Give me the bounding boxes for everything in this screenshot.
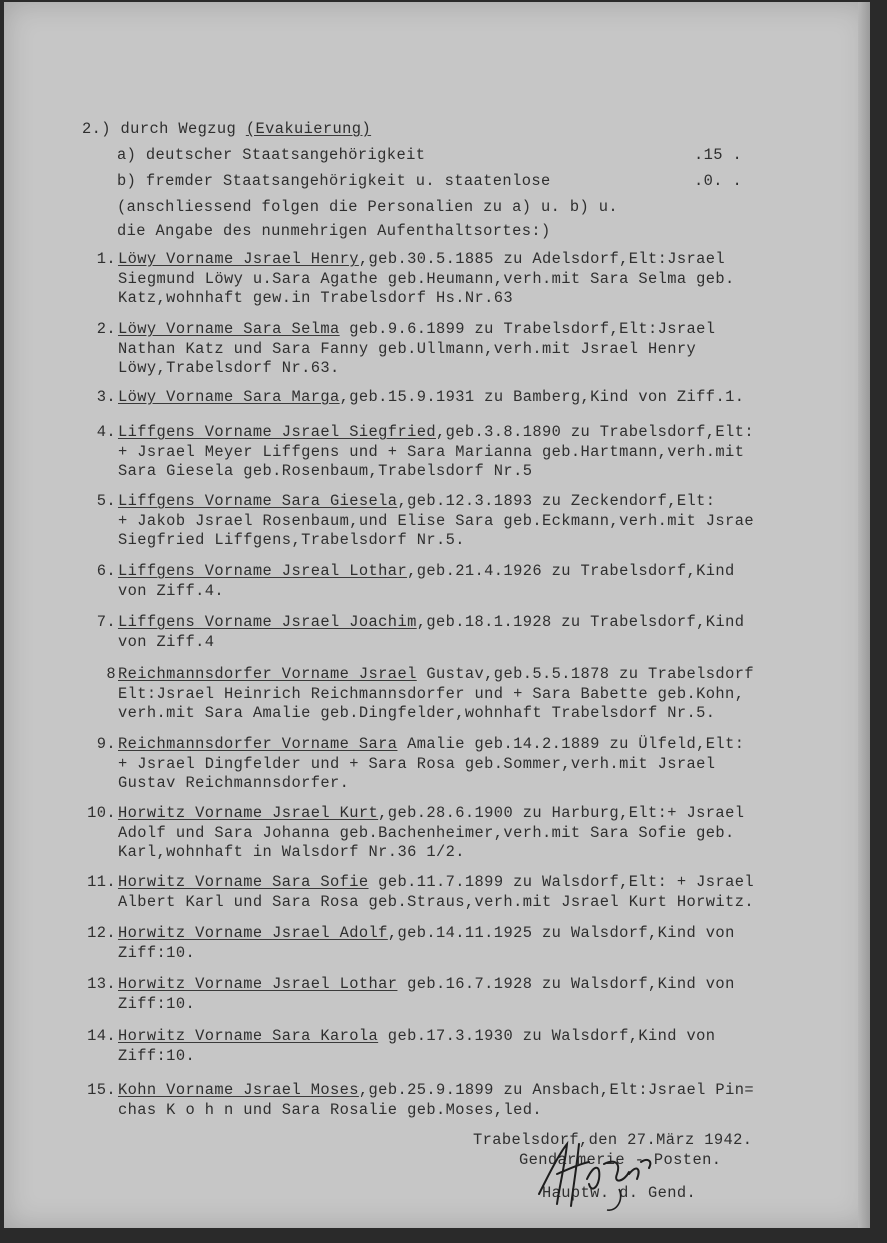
entry-text: geb.9.6.1899 zu Trabelsdorf,Elt:Jsrael [339,320,716,338]
entry-row: Gustav Reichmannsdorfer. [118,774,350,792]
entry-name: Liffgens Vorname Jsrael Siegfried [118,423,436,441]
closing-office: Gendarmerie - Posten. [519,1151,722,1169]
entry-number: 9. [96,735,116,753]
entry-text: Amalie geb.14.2.1889 zu Ülfeld,Elt: [397,735,745,753]
entry-row [118,924,735,944]
entry-row: verh.mit Sara Amalie geb.Dingfelder,wohnhaft Trabelsdorf Nr.5. [118,704,716,722]
entry-text: geb.11.7.1899 zu Walsdorf,Elt: + Jsrael [368,873,754,891]
header-line-3: b) fremder Staatsangehörigkeit u. staatenlose [117,172,551,190]
entry [118,1027,715,1066]
entry-text: ,geb.28.6.1900 zu Harburg,Elt:+ Jsrael [378,804,745,822]
entry-text: ,geb.18.1.1928 zu Trabelsdorf,Kind [416,613,745,631]
entry-row [118,388,744,408]
entry-number: 2. [96,320,116,338]
entry-name: Liffgens Vorname Jsrael Joachim [118,613,417,631]
entry [118,250,735,309]
entry [118,975,735,1014]
entry-row: Ziff:10. [118,1046,196,1065]
entry-name: Horwitz Vorname Sara Sofie [118,873,369,891]
entry-row: Katz,wohnhaft gew.in Trabelsdorf Hs.Nr.63 [118,289,514,307]
entry-text: ,geb.12.3.1893 zu Zeckendorf,Elt: [397,492,716,510]
entry-row: von Ziff.4. [118,581,224,600]
entry-number: 12. [87,924,116,942]
entry-text: ,geb.30.5.1885 zu Adelsdorf,Elt:Jsrael [358,250,726,268]
entry-number: 13. [87,975,116,993]
entry-row: Karl,wohnhaft in Walsdorf Nr.36 1/2. [118,843,465,861]
entry-name: Kohn Vorname Jsrael Moses [118,1081,359,1099]
entry [118,562,735,601]
entry-number: 10. [87,804,116,822]
count-german: .15 . [694,146,743,164]
header-line-5: die Angabe des nunmehrigen Aufenthaltsortes:) [117,222,551,240]
entry-number: 8 [106,665,116,683]
entry-row: Siegfried Liffgens,Trabelsdorf Nr.5. [118,531,465,549]
entry-row: Ziff:10. [118,943,196,962]
entry-row: + Jsrael Meyer Liffgens und + Sara Marianna geb.Hartmann,verh.mit [118,442,745,461]
entry-text: ,geb.21.4.1926 zu Trabelsdorf,Kind [407,562,735,580]
entry-row: Elt:Jsrael Heinrich Reichmannsdorfer und + Sara Babette geb.Kohn, [118,684,745,703]
entry-text: ,geb.25.9.1899 zu Ansbach,Elt:Jsrael Pin= [358,1081,754,1099]
entry-row: von Ziff.4 [118,632,215,651]
signature-icon [529,1134,699,1214]
entry-row: Löwy,Trabelsdorf Nr.63. [118,359,340,377]
entry-row [118,320,715,340]
entry-row: + Jsrael Dingfelder und + Sara Rosa geb.Sommer,verh.mit Jsrael [118,754,716,773]
entry-row [118,804,744,824]
entry-number: 6. [96,562,116,580]
entry-text: geb.17.3.1930 zu Walsdorf,Kind von [378,1027,716,1045]
entry-number: 15. [87,1081,116,1099]
entry-row [118,562,735,582]
document-page [4,2,870,1228]
entry-name: Reichmannsdorfer Vorname Jsrael [118,665,417,683]
entry-number: 14. [87,1027,116,1045]
entry-name: Löwy Vorname Jsrael Henry [118,250,359,268]
entry-row: Siegmund Löwy u.Sara Agathe geb.Heumann,verh.mit Sara Selma geb. [118,269,735,288]
entry [118,492,754,551]
entry-name: Liffgens Vorname Sara Giesela [118,492,398,510]
entry-row [118,1081,754,1101]
entry-text: ,geb.14.11.1925 zu Walsdorf,Kind von [387,924,735,942]
entry-number: 3. [96,388,116,406]
entry [118,613,744,652]
entry-number: 5. [96,492,116,510]
entry-number: 1. [96,250,116,268]
entry-row: Adolf und Sara Johanna geb.Bachenheimer,verh.mit Sara Sofie geb. [118,823,735,842]
entry-name: Löwy Vorname Sara Marga [118,388,340,406]
entry-text: ,geb.15.9.1931 zu Bamberg,Kind von Ziff.1. [339,388,745,406]
entry-row [118,873,754,893]
entry-row [118,613,744,633]
entry-row [118,423,754,443]
entry-name: Horwitz Vorname Jsrael Kurt [118,804,379,822]
header-line-1: 2.) durch Wegzug (Evakuierung) [82,120,372,138]
entry-row [118,665,754,685]
entry [118,665,754,724]
closing-rank: Hauptw. d. Gend. [542,1184,697,1202]
entry-text: Gustav,geb.5.5.1878 zu Trabelsdorf [416,665,754,683]
header-line-4: (anschliessend folgen die Personalien zu a) u. b) u. [117,198,619,216]
entry-name: Horwitz Vorname Jsrael Adolf [118,924,388,942]
entry-row: Nathan Katz und Sara Fanny geb.Ullmann,verh.mit Jsrael Henry [118,339,697,358]
entry-row [118,492,754,512]
entry-name: Reichmannsdorfer Vorname Sara [118,735,398,753]
evakuierung-label: (Evakuierung) [245,120,372,138]
entry-number: 7. [96,613,116,631]
entry-text: ,geb.3.8.1890 zu Trabelsdorf,Elt: [435,423,754,441]
entry-name: Liffgens Vorname Jsreal Lothar [118,562,408,580]
entry-number: 11. [87,873,116,891]
entry [118,423,754,482]
entry [118,735,744,794]
entry-row: + Jakob Jsrael Rosenbaum,und Elise Sara geb.Eckmann,verh.mit Jsrae [118,511,754,530]
closing-place-date: Trabelsdorf,den 27.März 1942. [473,1131,753,1149]
entry [118,924,735,963]
entry-row [118,975,735,995]
entry-row: Ziff:10. [118,994,196,1013]
entry-row: Albert Karl und Sara Rosa geb.Straus,verh.mit Jsrael Kurt Horwitz. [118,892,754,911]
entry-row: Sara Giesela geb.Rosenbaum,Trabelsdorf Nr.5 [118,462,533,480]
entry-number: 4. [96,423,116,441]
entry [118,320,715,379]
entry-row [118,1027,715,1047]
page-edge [858,2,870,1228]
header-line-2: a) deutscher Staatsangehörigkeit [117,146,426,164]
entry-name: Löwy Vorname Sara Selma [118,320,340,338]
entry [118,388,744,408]
entry-row: chas K o h n und Sara Rosalie geb.Moses,led. [118,1100,542,1119]
entry-row [118,735,744,755]
entry [118,1081,754,1120]
entry-text: geb.16.7.1928 zu Walsdorf,Kind von [397,975,735,993]
entry [118,873,754,912]
entry-row [118,250,735,270]
entry-name: Horwitz Vorname Sara Karola [118,1027,379,1045]
entry-name: Horwitz Vorname Jsrael Lothar [118,975,398,993]
entry [118,804,744,863]
count-foreign: .0. . [694,172,743,190]
